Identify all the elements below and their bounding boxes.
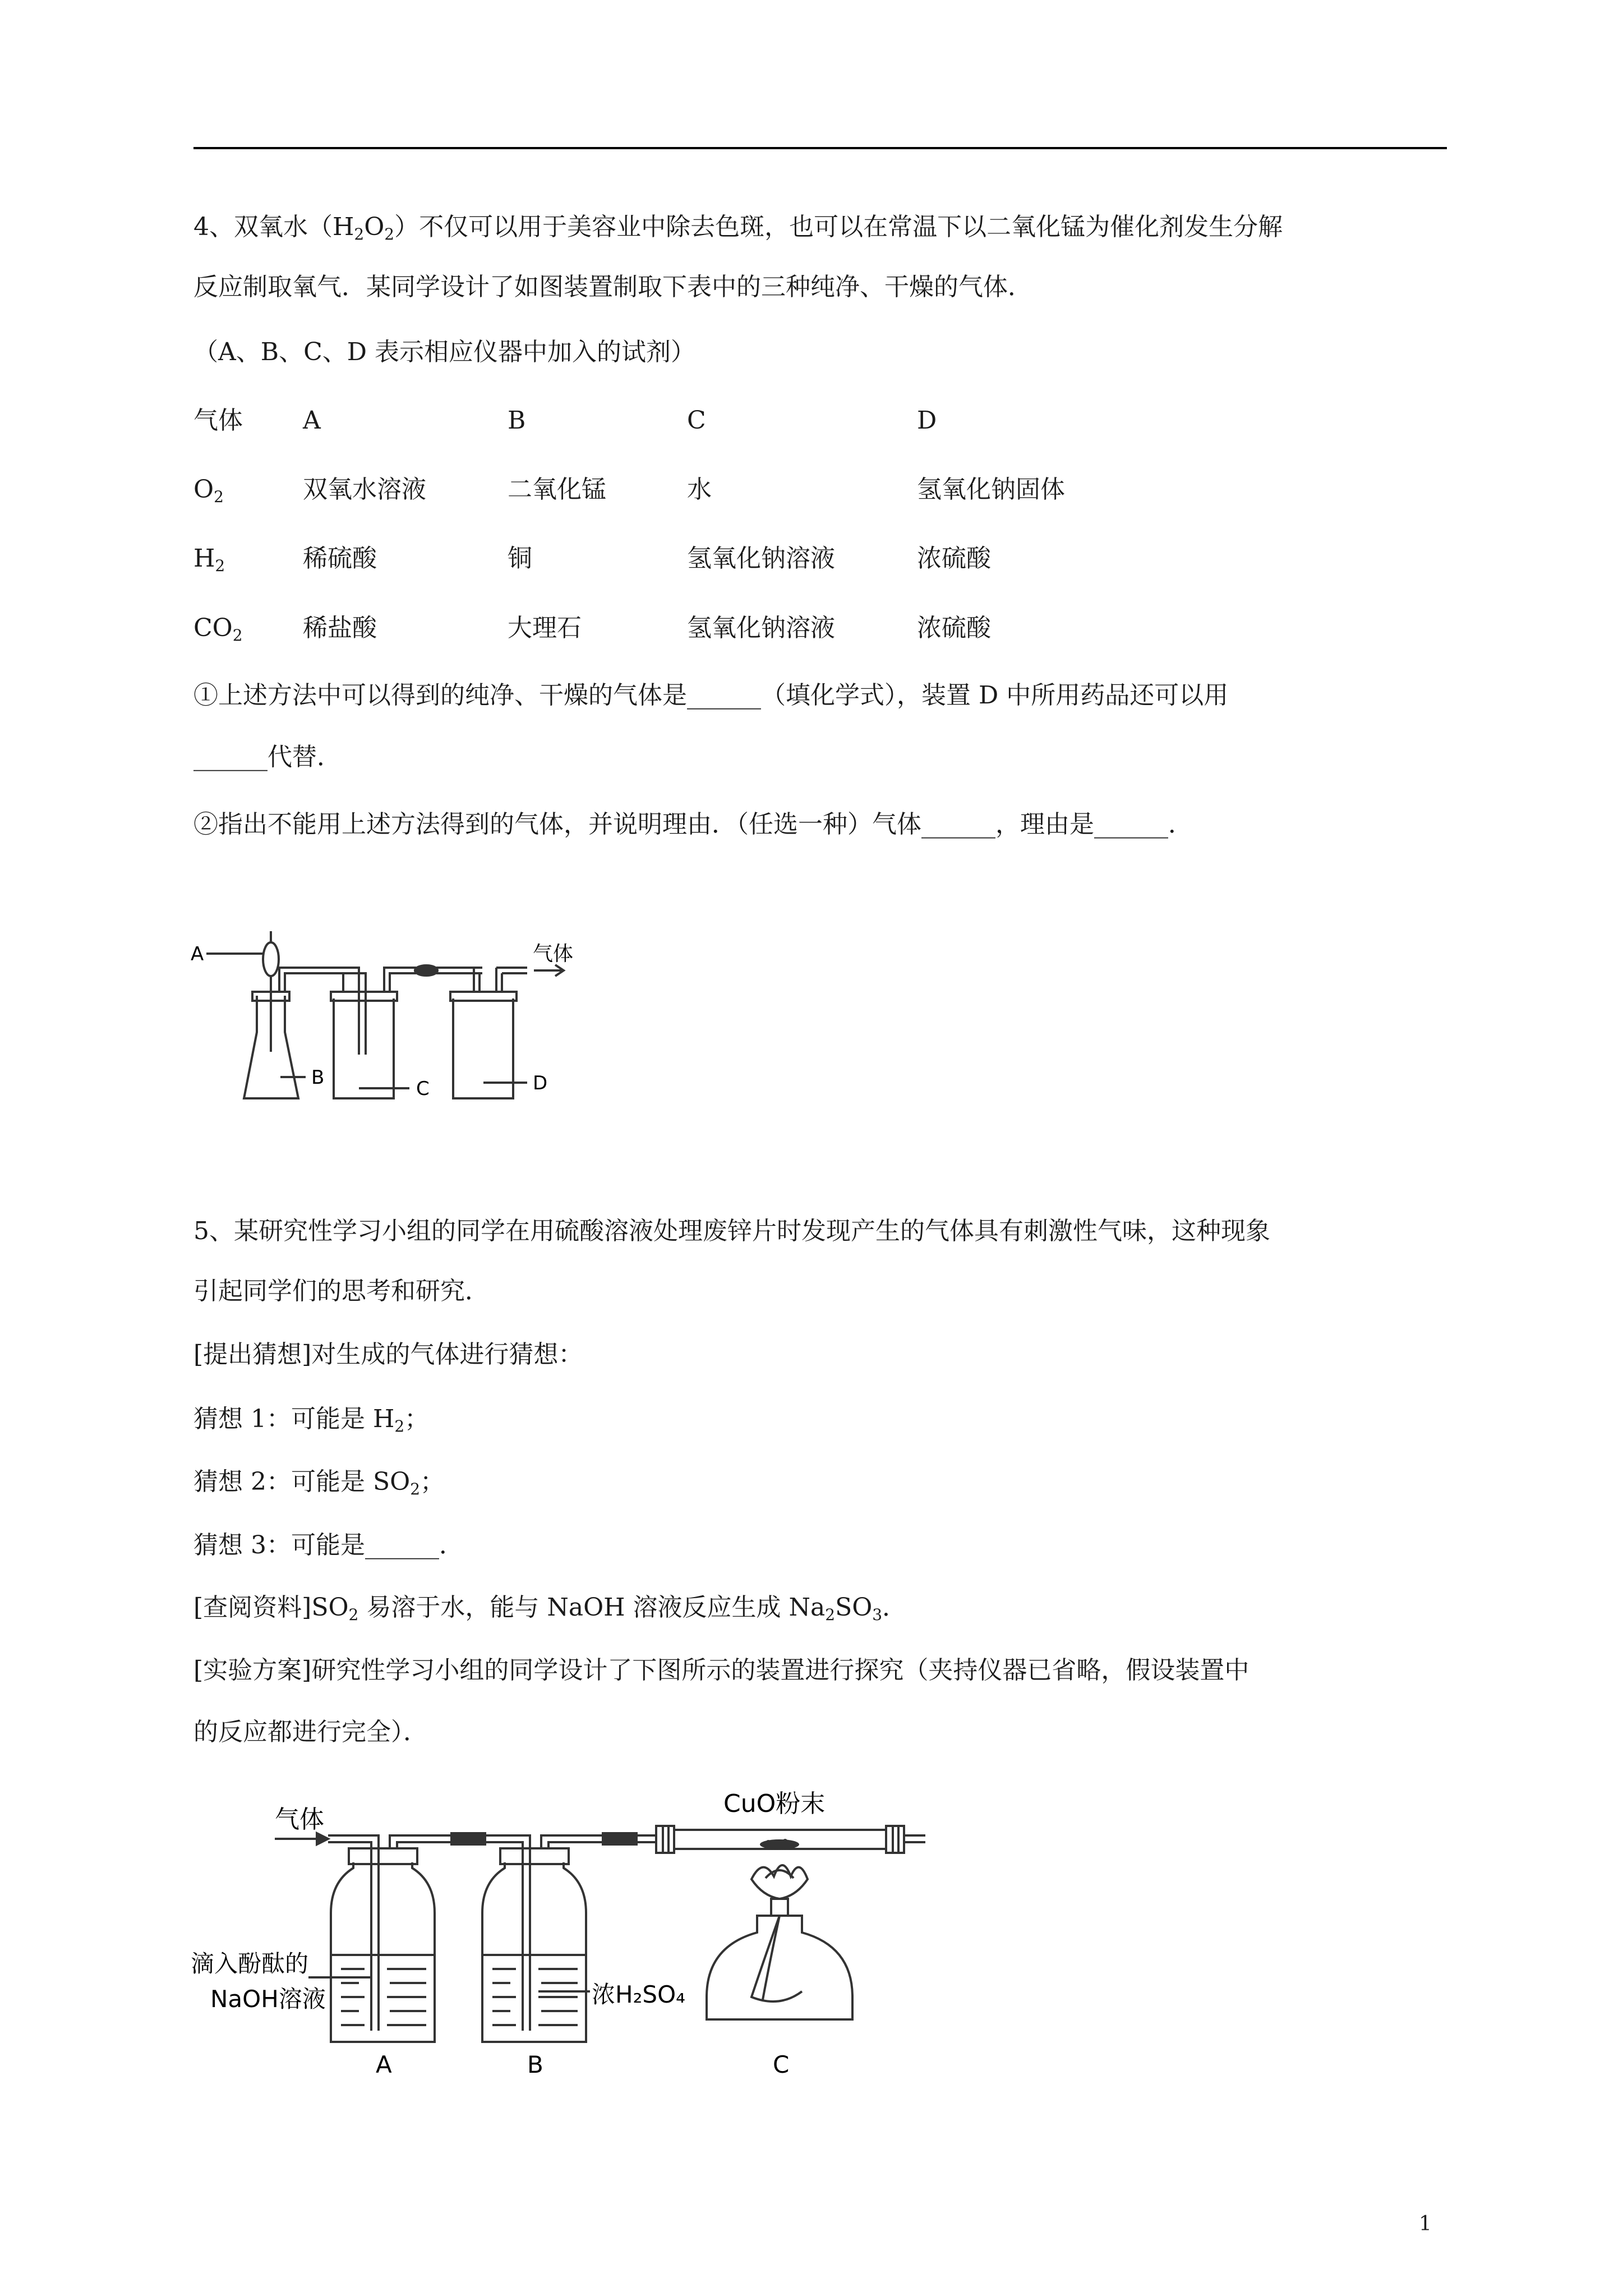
table-header-a: A (303, 406, 321, 435)
fig2-label-naoh-line2: NaOH溶液 (210, 1985, 326, 2013)
fig1-label-a: A (191, 943, 204, 965)
q5-guess-3: 猜想 3：可能是______． (193, 1531, 464, 1559)
table-row-1-c: 水 (687, 475, 712, 504)
q5-hypothesis-head: [提出猜想]对生成的气体进行猜想： (193, 1340, 583, 1369)
q4-line-3: （A、B、C、D 表示相应仪器中加入的试剂） (193, 338, 696, 366)
q4-line-2: 反应制取氧气．某同学设计了如图装置制取下表中的三种纯净、干燥的气体． (193, 273, 1032, 301)
q4-part1-line-2: ______代替． (193, 743, 342, 771)
apparatus-figure-2 (191, 1784, 942, 2076)
q5-line-2: 引起同学们的思考和研究． (193, 1277, 490, 1305)
fig1-label-gas: 气体 (533, 942, 574, 965)
fig2-label-b: B (527, 2051, 543, 2076)
table-row-2-b: 铜 (508, 544, 532, 573)
table-header-gas: 气体 (193, 406, 243, 435)
fig2-label-naoh-line1: 滴入酚酞的 (191, 1950, 309, 1977)
q4-part1-line-1: ①上述方法中可以得到的纯净、干燥的气体是______（填化学式），装置 D 中所用药品还可以用 (193, 681, 1229, 710)
fig2-label-a: A (376, 2051, 392, 2076)
q5-guess-2: 猜想 2：可能是 $SO_2$； (193, 1467, 445, 1498)
page-number: 1 (1419, 2212, 1432, 2235)
fig1-label-c: C (416, 1078, 430, 1100)
table-row-2-a: 稀硫酸 (303, 544, 377, 573)
fig1-label-b: B (311, 1066, 325, 1089)
apparatus-figure-1 (191, 920, 583, 1122)
q5-plan-line-2: 的反应都进行完全）． (193, 1718, 428, 1746)
table-row-1-a: 双氧水溶液 (303, 475, 426, 504)
q5-line-1: 5、某研究性学习小组的同学在用硫酸溶液处理废锌片时发现产生的气体具有刺激性气味，这种现象 (193, 1217, 1270, 1245)
table-header-d: D (917, 406, 937, 435)
table-header-c: C (687, 406, 706, 435)
table-row-3-a: 稀盐酸 (303, 614, 377, 642)
table-row-1-b: 二氧化锰 (508, 475, 606, 504)
table-row-3-d: 浓硫酸 (917, 614, 991, 642)
table-header-b: B (508, 406, 526, 435)
table-row-2-d: 浓硫酸 (917, 544, 991, 573)
q5-reference: [查阅资料]$SO_2$ 易溶于水，能与 NaOH 溶液反应生成 $Na_2SO_3$． (193, 1593, 907, 1624)
q5-plan-line-1: [实验方案]研究性学习小组的同学设计了下图所示的装置进行探究（夹持仪器已省略，假设装置中 (193, 1656, 1249, 1685)
fig2-label-gas: 气体 (275, 1805, 324, 1834)
fig2-label-c: C (773, 2051, 790, 2076)
q4-line-1: 4、双氧水$(H_2O_2)$不仅可以用于美容业中除去色斑，也可以在常温下以二氧化锰为催化剂发生分解 (193, 213, 1283, 243)
table-row-3-c: 氢氧化钠溶液 (687, 614, 835, 642)
fig2-label-cuo: CuO粉末 (723, 1789, 826, 1818)
q5-guess-1: 猜想 1：可能是 $H_2$； (193, 1405, 430, 1435)
table-row-2-c: 氢氧化钠溶液 (687, 544, 835, 573)
table-row-3-gas: $CO_2$ (193, 614, 243, 645)
fig2-label-h2so4: 浓H₂SO₄ (592, 1981, 685, 2008)
q4-part2: ②指出不能用上述方法得到的气体，并说明理由．（任选一种）气体______，理由是______． (193, 810, 1193, 839)
fig1-label-d: D (533, 1072, 548, 1094)
table-row-1-d: 氢氧化钠固体 (917, 475, 1065, 504)
table-row-1-gas: $O_2$ (193, 475, 224, 506)
table-row-2-gas: $H_2$ (193, 544, 225, 575)
table-row-3-b: 大理石 (508, 614, 582, 642)
header-rule (193, 147, 1447, 149)
